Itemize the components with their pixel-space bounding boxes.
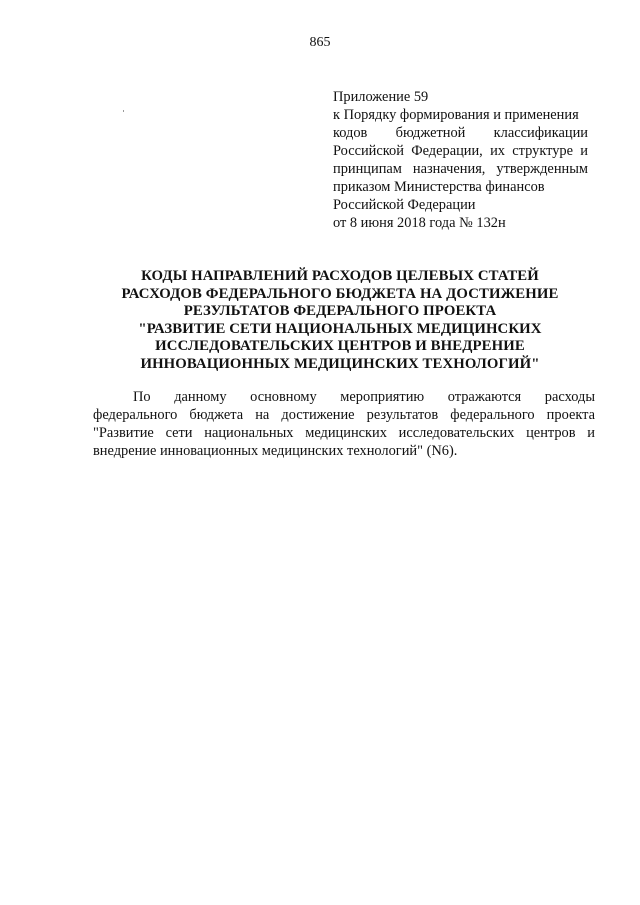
appendix-line: от 8 июня 2018 года № 132н bbox=[333, 215, 506, 231]
appendix-header bbox=[333, 88, 588, 232]
body-line: внедрение инновационных медицинских технологий" (N6). bbox=[93, 443, 458, 459]
appendix-line: Российской Федерации, их структуре и bbox=[333, 143, 588, 159]
body-paragraph bbox=[93, 388, 595, 460]
page-number: 865 bbox=[309, 35, 331, 50]
appendix-line: принципам назначения, утвержденным bbox=[333, 161, 588, 177]
appendix-line: приказом Министерства финансов bbox=[333, 179, 545, 195]
appendix-line: к Порядку формирования и применения bbox=[333, 107, 579, 123]
document-title bbox=[60, 268, 620, 373]
title-line: "РАЗВИТИЕ СЕТИ НАЦИОНАЛЬНЫХ МЕДИЦИНСКИХ bbox=[138, 320, 542, 337]
appendix-line: кодов бюджетной классификации bbox=[333, 125, 588, 141]
body-line: По данному основному мероприятию отражаются расходы bbox=[133, 389, 595, 405]
scan-speck bbox=[123, 110, 124, 112]
title-line: РЕЗУЛЬТАТОВ ФЕДЕРАЛЬНОГО ПРОЕКТА bbox=[183, 303, 497, 319]
body-line: "Развитие сети национальных медицинских исследовательских центров и bbox=[93, 425, 595, 441]
title-line: ИССЛЕДОВАТЕЛЬСКИХ ЦЕНТРОВ И ВНЕДРЕНИЕ bbox=[155, 338, 525, 354]
appendix-line: Приложение 59 bbox=[333, 89, 429, 105]
title-line: ИННОВАЦИОННЫХ МЕДИЦИНСКИХ ТЕХНОЛОГИЙ" bbox=[140, 355, 540, 372]
body-line: федерального бюджета на достижение результатов федерального проекта bbox=[93, 407, 595, 423]
appendix-line: Российской Федерации bbox=[333, 197, 476, 213]
title-line: КОДЫ НАПРАВЛЕНИЙ РАСХОДОВ ЦЕЛЕВЫХ СТАТЕЙ bbox=[141, 268, 539, 284]
title-line: РАСХОДОВ ФЕДЕРАЛЬНОГО БЮДЖЕТА НА ДОСТИЖЕНИЕ bbox=[121, 285, 559, 302]
